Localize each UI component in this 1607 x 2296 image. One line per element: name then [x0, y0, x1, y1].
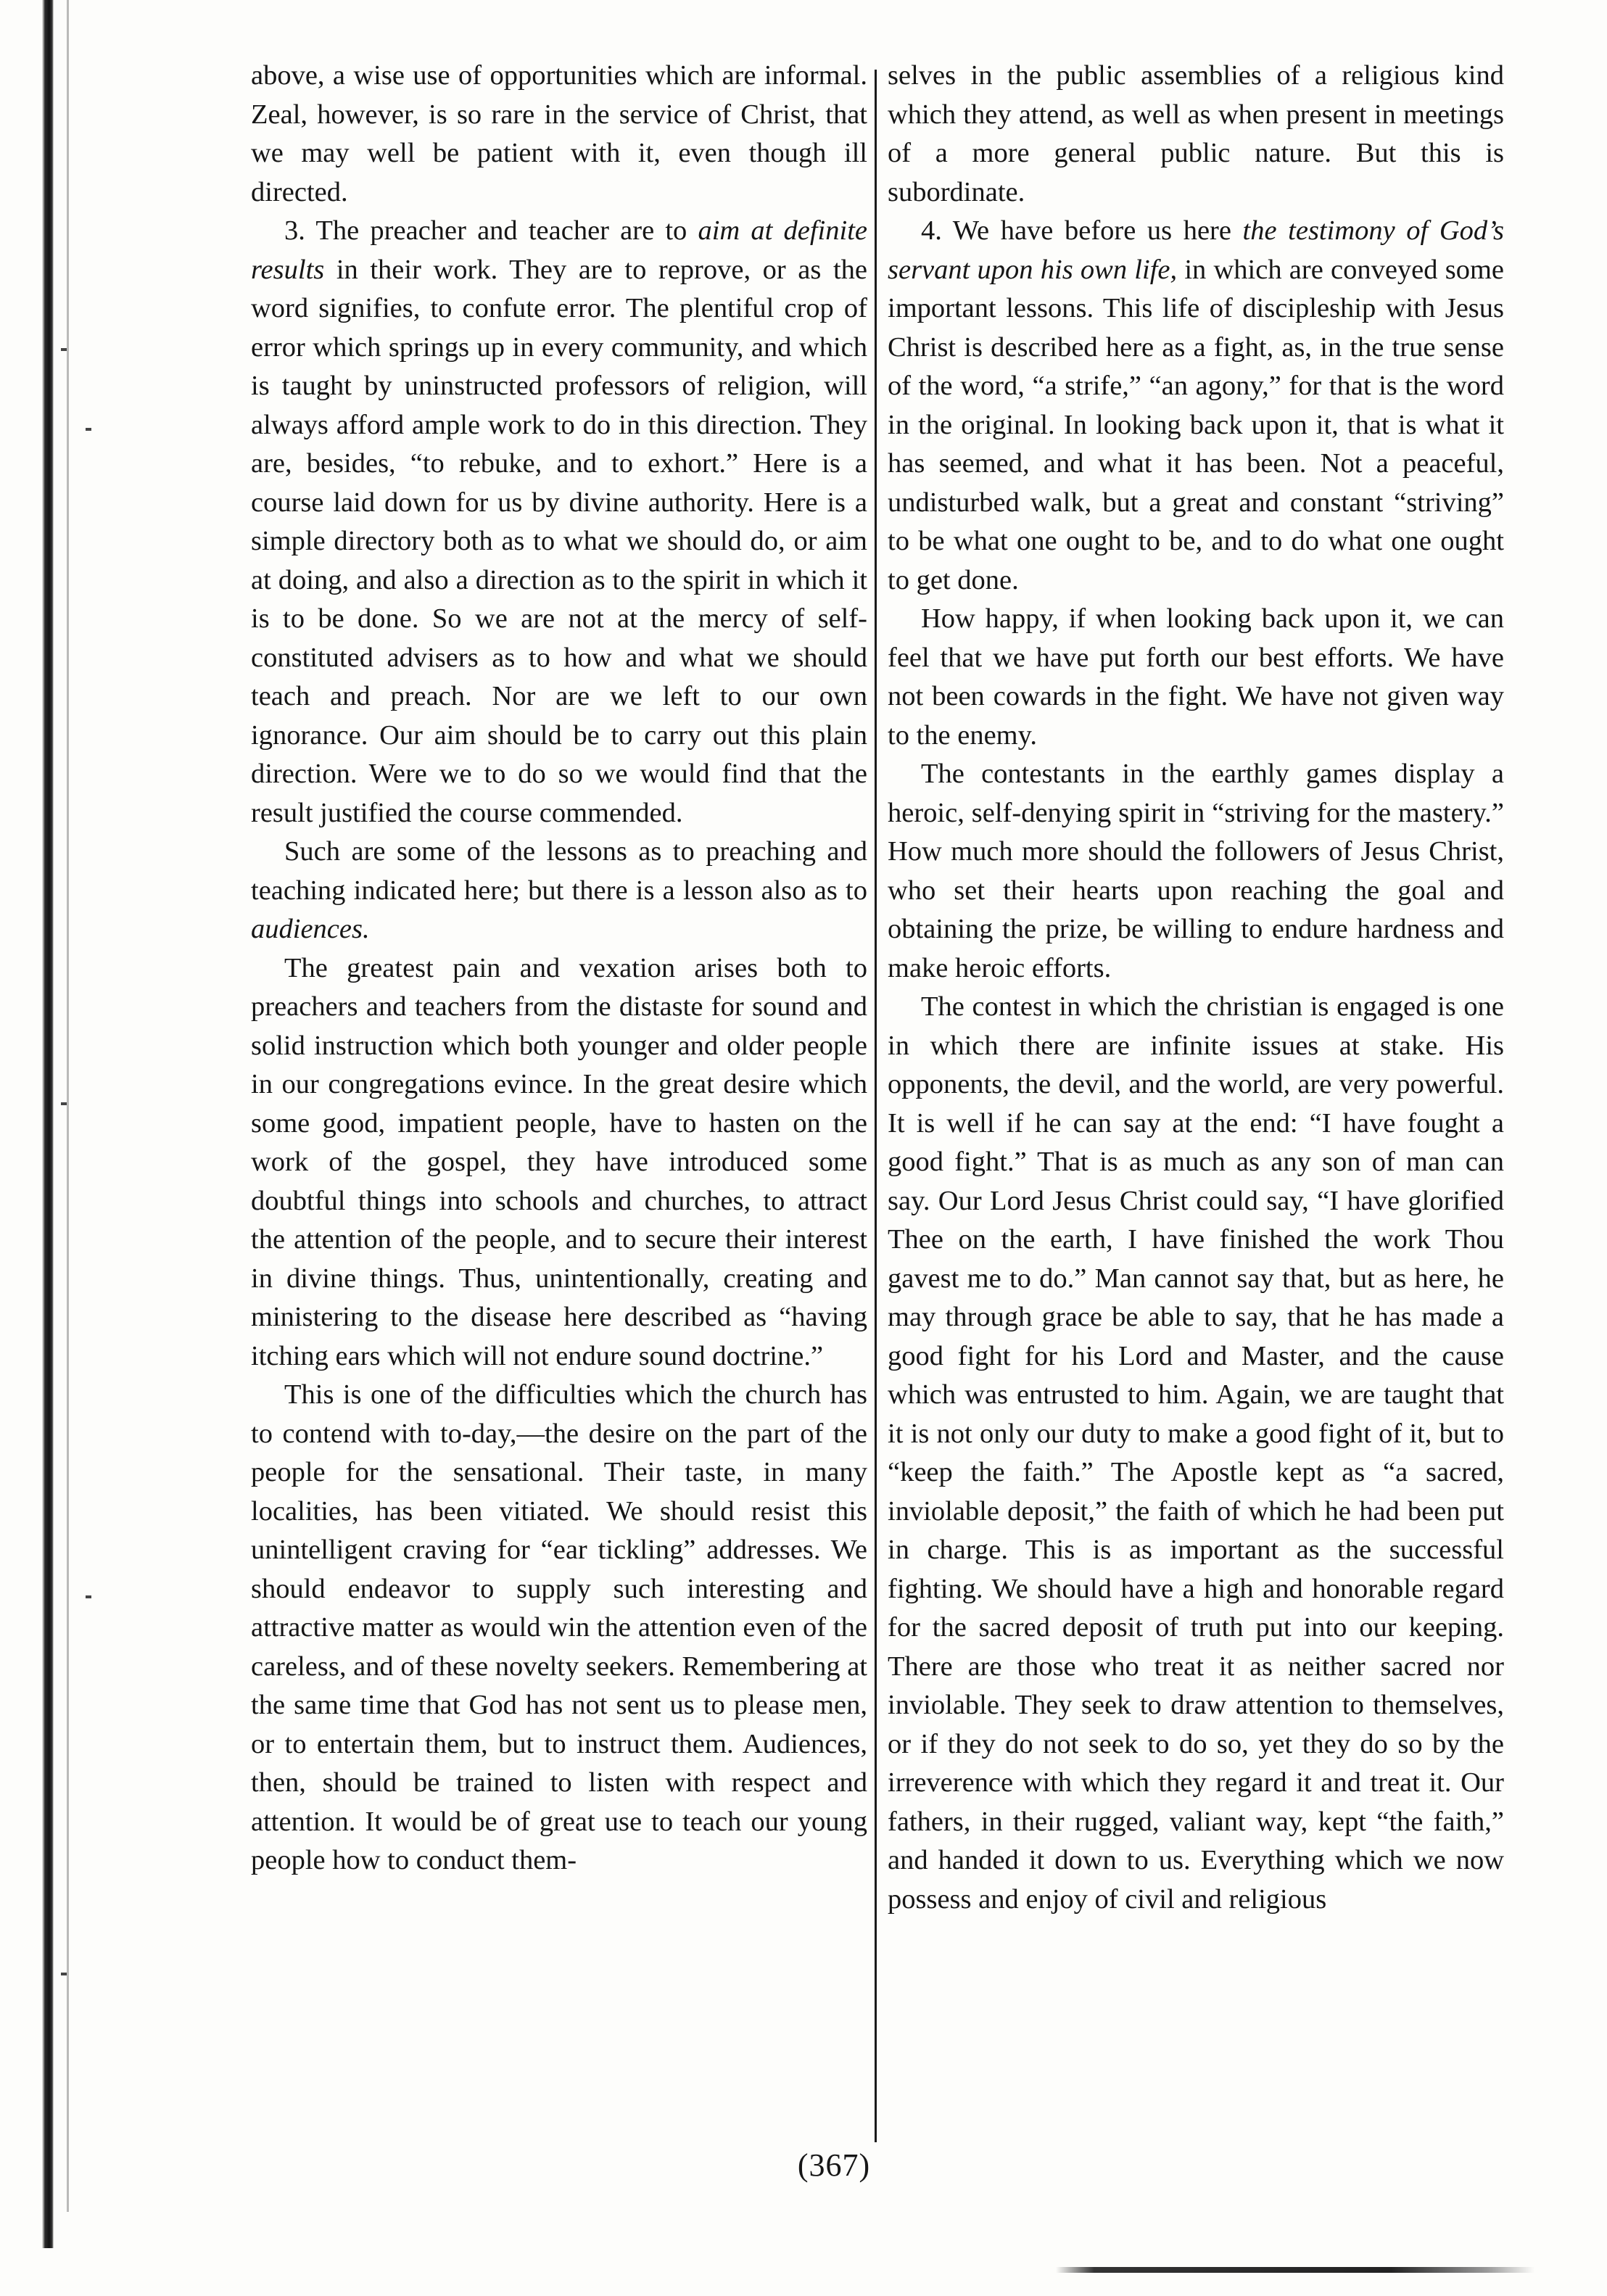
right-column	[888, 57, 1504, 1919]
section-number: 3.	[284, 215, 305, 246]
emphasis: the testimony of God’s servant upon his own life,	[888, 215, 1504, 285]
emphasis: aim at definite results	[251, 215, 867, 285]
emphasis: audiences.	[251, 914, 370, 944]
margin-mark	[61, 348, 67, 351]
paragraph: The contestants in the earthly games display a heroic, self-denying spirit in “striving for the mastery.” How much more should the followers of Jesus Christ, who set their hearts upon reaching the goal and obtaining the prize, be willing to endure hardness and make heroic efforts.	[888, 759, 1504, 983]
scan-artifact	[1056, 2267, 1534, 2273]
paragraph: How happy, if when looking back upon it, we can feel that we have put forth our best efforts. We have not been cowards in the fight. We have not given way to the enemy.	[888, 603, 1504, 751]
paragraph: The greatest pain and vexation arises both to preachers and teachers from the distaste for sound and solid instruction which both younger and older people in our congregations evince. In the great desire which some good, impatient people, have to hasten on the work of the gospel, they have introduced some doubtful things into schools and churches, to attract the attention of the people, and to secure their interest in divine things. Thus, unintentionally, creating and ministering to the disease here described as “having itching ears which will not endure sound doctrine.”	[251, 952, 867, 1371]
paragraph: The contest in which the christian is engaged is one in which there are infinite issues at stake. His opponents, the devil, and the world, are very powerful. It is well if he can say at the end: “I have fought a good fight.” That is as much as any son of man can say. Our Lord Jesus Christ could say, “I have glorified Thee on the earth, I have finished the work Thou gavest me to do.” Man cannot say that, but as here, he may through grace be able to say, that he has made a good fight for his Lord and Master, and the cause which was entrusted to him. Again, we are taught that it is not only our duty to make a good fight of it, but to “keep the faith.” The Apostle kept as “a sacred, inviolable deposit,” the faith of which he had been put in charge. This is as important as the successful fighting. We should have a high and honorable regard for the sacred deposit of truth put into our keeping. There are those who treat it as neither sacred nor inviolable. They seek to draw attention to themselves, or if they do not seek to do so, yet they do so by the irreverence with which they regard it and treat it. Our fathers, in their rugged, valiant way, kept “the faith,” and handed it down to us. Everything which we now possess and enjoy of civil and religious	[888, 991, 1504, 1915]
left-column	[251, 57, 867, 1880]
book-binding-edge	[42, 0, 54, 2248]
margin-mark	[61, 1102, 67, 1105]
section-number: 4.	[921, 215, 942, 246]
binding-shadow-line	[67, 0, 69, 2212]
paragraph: 4. We have before us here the testimony of God’s servant upon his own life, in which are conveyed some important lessons. This life of discipleship with Jesus Christ is described here as a fight, as, in the true sense of the word, “a strife,” “an agony,” for that is the word in the original. In looking back upon it, that is what it has seemed, and what it has been. Not a peaceful, undisturbed walk, but a great and constant “striving” to be what one ought to be, and to do what one ought to get done.	[888, 215, 1504, 595]
margin-mark	[86, 1595, 91, 1598]
paragraph: above, a wise use of opportunities which are informal. Zeal, however, is so rare in the service of Christ, that we may well be patient with it, even though ill directed.	[251, 60, 867, 207]
paragraph: Such are some of the lessons as to preaching and teaching indicated here; but there is a lesson also as to audiences.	[251, 836, 867, 944]
paragraph: selves in the public assemblies of a religious kind which they attend, as well as when present in meetings of a more general public nature. But this is subordinate.	[888, 60, 1504, 207]
column-divider	[875, 70, 877, 2142]
margin-mark	[86, 428, 91, 431]
page-number: (367)	[797, 2147, 871, 2183]
paragraph: 3. The preacher and teacher are to aim at definite results in their work. They are to reprove, or as the word signifies, to confute error. The plentiful crop of error which springs up in every community, and which is taught by uninstructed professors of religion, will always afford ample work to do in this direction. They are, besides, “to rebuke, and to exhort.” Here is a course laid down for us by divine authority. Here is a simple directory both as to what we should do, or aim at doing, and also a direction as to the spirit in which it is to be done. So we are not at the mercy of self-constituted advisers as to how and what we should teach and preach. Nor are we left to our own ignorance. Our aim should be to carry out this plain direction. Were we to do so we would find that the result justified the course commended.	[251, 215, 867, 828]
margin-mark	[61, 1973, 67, 1975]
paragraph: This is one of the difficulties which the church has to contend with to-day,—the desire on the part of the people for the sensational. Their taste, in many localities, has been vitiated. We should resist this unintelligent craving for “ear tickling” addresses. We should endeavor to supply such interesting and attractive matter as would win the attention even of the careless, and of these novelty seekers. Remembering at the same time that God has not sent us to please men, or to entertain them, but to instruct them. Audiences, then, should be trained to listen with respect and attention. It would be of great use to teach our young people how to conduct them-	[251, 1379, 867, 1875]
